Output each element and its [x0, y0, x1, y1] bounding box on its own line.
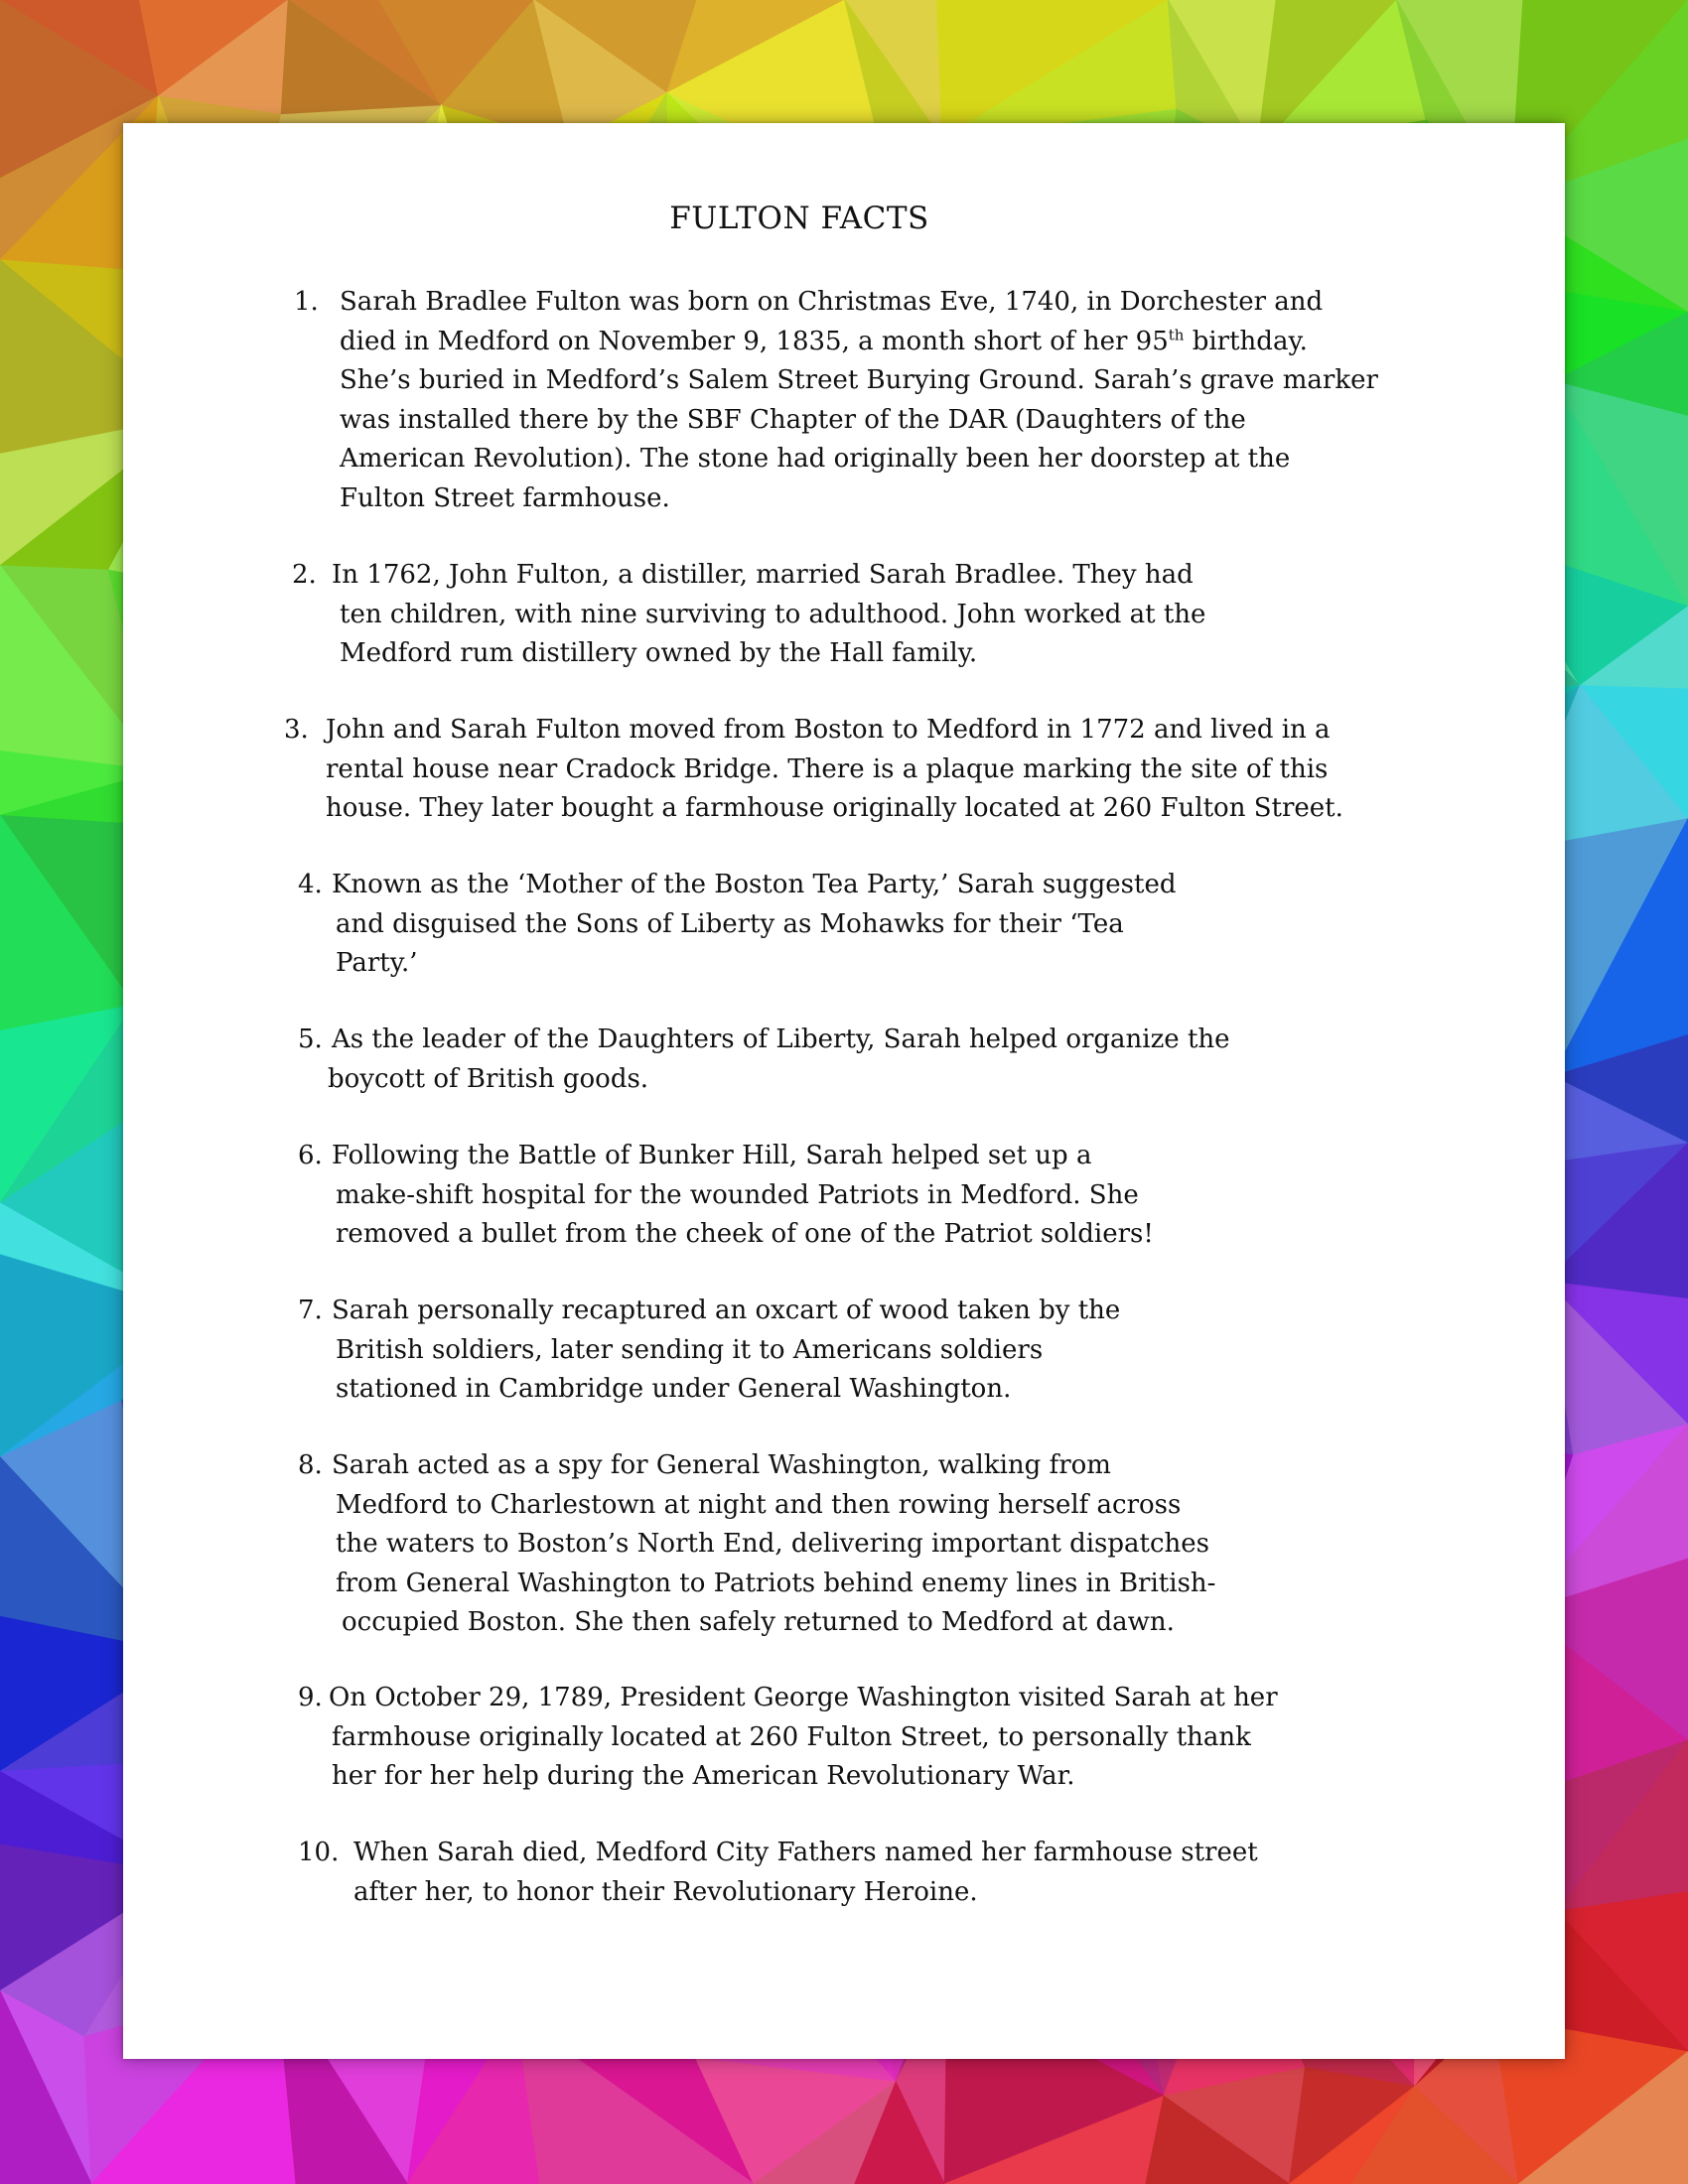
fact-number: 4. — [298, 870, 323, 899]
fact-item-3 — [284, 711, 1343, 829]
document-page — [123, 123, 1565, 2059]
fact-item-8 — [298, 1446, 1215, 1643]
fact-item-2 — [292, 556, 1205, 674]
fact-line: boycott of British goods. — [328, 1063, 649, 1094]
fact-number: 9. — [298, 1683, 323, 1712]
fact-line: Fulton Street farmhouse. — [340, 482, 670, 513]
fact-line: When Sarah died, Medford City Fathers named her farmhouse street — [353, 1838, 1258, 1867]
fact-line: She’s buried in Medford’s Salem Street Burying Ground. Sarah’s grave marker — [340, 365, 1378, 395]
fact-line: Party.’ — [336, 948, 418, 978]
fact-line: Following the Battle of Bunker Hill, Sarah helped set up a — [332, 1141, 1092, 1170]
fact-item-10 — [298, 1834, 1258, 1912]
fact-line: house. They later bought a farmhouse originally located at 260 Fulton Street. — [326, 793, 1343, 823]
fact-line: from General Washington to Patriots behind enemy lines in British- — [336, 1568, 1216, 1598]
fact-line: Sarah acted as a spy for General Washington, walking from — [332, 1450, 1111, 1480]
fact-line: farmhouse originally located at 260 Fulton Street, to personally thank — [332, 1721, 1251, 1752]
fact-item-5 — [298, 1021, 1230, 1099]
fact-line: the waters to Boston’s North End, delivering important dispatches — [336, 1529, 1210, 1559]
fact-line: Medford to Charlestown at night and then rowing herself across — [336, 1489, 1182, 1520]
fact-line: John and Sarah Fulton moved from Boston to Medford in 1772 and lived in a — [326, 715, 1331, 745]
fact-line: occupied Boston. She then safely returned to Medford at dawn. — [342, 1607, 1175, 1637]
fact-line-text: died in Medford on November 9, 1835, a month short of her 95 — [340, 326, 1169, 356]
fact-line: rental house near Cradock Bridge. There is a plaque marking the site of this — [326, 753, 1329, 784]
fact-line: American Revolution). The stone had originally been her doorstep at the — [340, 444, 1291, 474]
fact-line: make-shift hospital for the wounded Patriots in Medford. She — [336, 1179, 1139, 1210]
fact-line: Sarah personally recaptured an oxcart of wood taken by the — [332, 1296, 1121, 1325]
fact-line: Sarah Bradlee Fulton was born on Christmas Eve, 1740, in Dorchester and — [340, 287, 1324, 317]
fact-number: 5. — [298, 1024, 323, 1054]
fact-number: 3. — [284, 715, 309, 745]
document-title: FULTON FACTS — [669, 201, 929, 236]
fact-line: was installed there by the SBF Chapter of the DAR (Daughters of the — [340, 404, 1246, 435]
fact-item-9 — [298, 1679, 1278, 1797]
fact-line: and disguised the Sons of Liberty as Mohawks for their ‘Tea — [336, 908, 1124, 939]
fact-number: 7. — [298, 1296, 323, 1325]
fact-number: 1. — [294, 287, 319, 317]
fact-line: As the leader of the Daughters of Liberty, Sarah helped organize the — [332, 1024, 1230, 1054]
fact-line: On October 29, 1789, President George Washington visited Sarah at her — [329, 1683, 1278, 1712]
fact-line: British soldiers, later sending it to Americans soldiers — [336, 1334, 1044, 1365]
fact-line: after her, to honor their Revolutionary Heroine. — [353, 1876, 978, 1907]
fact-item-1 — [294, 283, 1378, 518]
fact-line: her for her help during the American Revolutionary War. — [332, 1761, 1075, 1791]
fact-item-7 — [298, 1292, 1120, 1410]
fact-line: stationed in Cambridge under General Washington. — [336, 1374, 1012, 1404]
fact-number: 10. — [298, 1838, 340, 1867]
fact-line-tail: birthday. — [1184, 326, 1308, 356]
fact-number: 8. — [298, 1450, 323, 1480]
fact-line: In 1762, John Fulton, a distiller, married Sarah Bradlee. They had — [332, 560, 1194, 590]
fact-item-4 — [298, 866, 1177, 984]
fact-line: Medford rum distillery owned by the Hall family. — [340, 638, 978, 668]
fact-line: Known as the ‘Mother of the Boston Tea Party,’ Sarah suggested — [332, 870, 1177, 899]
fact-number: 2. — [292, 560, 317, 590]
fact-number: 6. — [298, 1141, 323, 1170]
ordinal-superscript: th — [1168, 325, 1185, 343]
fact-line — [340, 323, 1378, 362]
fact-item-6 — [298, 1137, 1154, 1255]
fact-line: removed a bullet from the cheek of one of the Patriot soldiers! — [336, 1219, 1154, 1249]
fact-line: ten children, with nine surviving to adulthood. John worked at the — [340, 599, 1206, 629]
